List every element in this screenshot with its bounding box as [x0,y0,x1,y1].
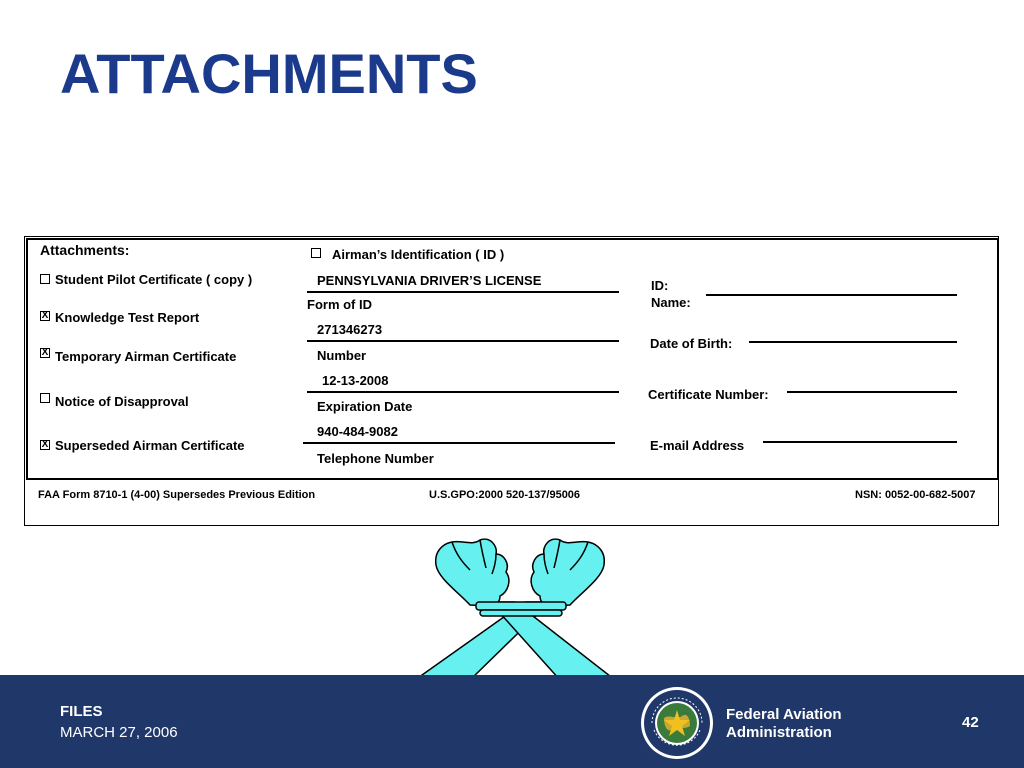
page-number: 42 [962,714,979,731]
id-number-value: 271346273 [317,322,383,337]
telephone-label: Telephone Number [317,451,434,466]
expiration-label: Expiration Date [317,399,413,414]
slide-title: ATTACHMENTS [60,42,478,105]
id-number-label: Number [317,348,367,363]
footer-bar [0,675,1024,768]
temporary-certificate-label: Temporary Airman Certificate [55,349,237,364]
name-label: Name: [651,295,691,310]
agency-line-2: Administration [726,724,832,741]
gpo-text: U.S.GPO:2000 520-137/95006 [429,489,581,501]
airman-id-label: Airman’s Identification ( ID ) [332,247,505,262]
agency-line-1: Federal Aviation [726,706,842,723]
superseded-certificate-label: Superseded Airman Certificate [55,438,245,453]
knowledge-test-checkbox[interactable]: X [41,310,49,321]
student-pilot-checkbox[interactable] [40,274,50,284]
expiration-value: 12-13-2008 [322,373,389,388]
form-number-text: FAA Form 8710-1 (4-00) Supersedes Previous Edition [38,489,316,501]
crossed-arms-icon [400,530,640,680]
email-label: E-mail Address [650,438,745,453]
airman-id-checkbox[interactable] [311,248,321,258]
superseded-certificate-checkbox[interactable]: X [41,439,49,450]
telephone-line [303,442,615,444]
telephone-value: 940-484-9082 [317,424,398,439]
temporary-certificate-checkbox[interactable]: X [41,347,49,358]
knowledge-test-label: Knowledge Test Report [55,310,200,325]
nsn-text: NSN: 0052-00-682-5007 [855,489,976,501]
faa-seal-icon [640,686,714,760]
notice-disapproval-checkbox[interactable] [40,393,50,403]
student-pilot-label: Student Pilot Certificate ( copy ) [55,272,253,287]
id-label: ID: [651,278,669,293]
dob-label: Date of Birth: [650,336,733,351]
attachments-heading: Attachments: [40,242,130,258]
form-of-id-line [307,291,619,293]
form-of-id-label: Form of ID [307,297,372,312]
form-of-id-value: PENNSYLVANIA DRIVER’S LICENSE [317,273,542,288]
name-line [706,294,957,296]
certificate-number-line [787,391,957,393]
footer-files: FILES [60,703,103,720]
email-line [763,441,957,443]
footer-date: MARCH 27, 2006 [60,724,178,741]
expiration-line [307,391,619,393]
certificate-number-label: Certificate Number: [648,387,769,402]
dob-line [749,341,957,343]
notice-disapproval-label: Notice of Disapproval [55,394,189,409]
id-number-line [307,340,619,342]
agency-name [726,706,842,742]
